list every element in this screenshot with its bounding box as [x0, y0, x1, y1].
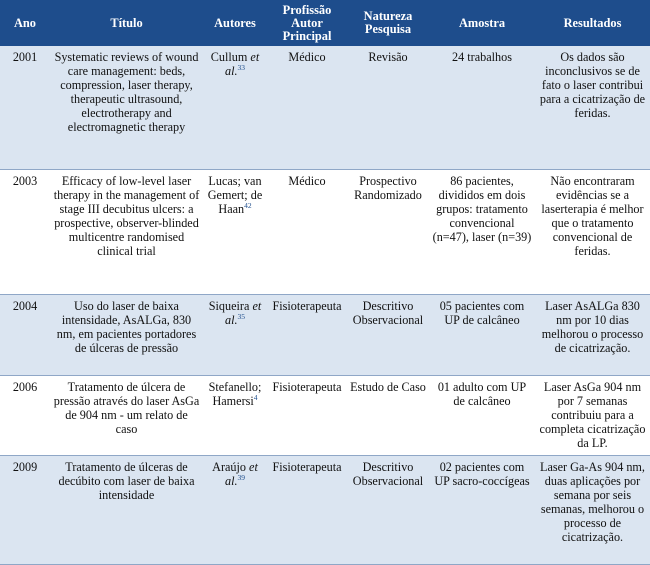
cell-amostra: 86 pacientes, divididos em dois grupos: tratamento convencional (n=47), laser (n=39)	[429, 169, 535, 294]
cell-profissao: Fisioterapeuta	[267, 294, 347, 375]
cell-autores: Lucas; van Gemert; de Haan$^{42}$	[203, 169, 267, 294]
cell-natureza: Prospectivo Randomizado	[347, 169, 429, 294]
reference-number: 4	[253, 392, 258, 402]
table-row	[0, 294, 650, 375]
cell-ano: 2001	[0, 46, 50, 169]
header-ano: Ano	[0, 0, 50, 46]
header-profissao: Profissão Autor Principal	[267, 0, 347, 46]
cell-profissao: Médico	[267, 46, 347, 169]
header-amostra: Amostra	[429, 0, 535, 46]
cell-autores: Siqueira et al.$^{35}$	[203, 294, 267, 375]
cell-profissao: Fisioterapeuta	[267, 455, 347, 564]
cell-titulo: Efficacy of low-level laser therapy in the management of stage III decubitus ulcers: a prospective, observer-blinded multicentre randomised clinical trial	[50, 169, 203, 294]
table-row	[0, 375, 650, 455]
cell-resultados: Laser AsGa 904 nm por 7 semanas contribuiu para a completa cicatrização da LP.	[535, 375, 650, 455]
reference-number: 35	[237, 311, 246, 321]
cell-titulo: Tratamento de úlceras de decúbito com laser de baixa intensidade	[50, 455, 203, 564]
header-natureza: Natureza Pesquisa	[347, 0, 429, 46]
cell-titulo: Tratamento de úlcera de pressão através do laser AsGa de 904 nm - um relato de caso	[50, 375, 203, 455]
cell-autores: Cullum et al.$^{33}$	[203, 46, 267, 169]
cell-autores: Araújo et al.$^{39}$	[203, 455, 267, 564]
reference-number: 39	[237, 472, 246, 482]
cell-ano: 2004	[0, 294, 50, 375]
cell-amostra: 01 adulto com UP de calcâneo	[429, 375, 535, 455]
cell-resultados: Laser Ga-As 904 nm, duas aplicações por semana por seis semanas, melhorou o processo de cicatrização.	[535, 455, 650, 564]
cell-resultados: Laser AsALGa 830 nm por 10 dias melhorou o processo de cicatrização.	[535, 294, 650, 375]
cell-resultados: Não encontraram evidências se a laserterapia é melhor que o tratamento convencional de feridas.	[535, 169, 650, 294]
cell-natureza: Descritivo Observacional	[347, 294, 429, 375]
header-resultados: Resultados	[535, 0, 650, 46]
cell-titulo: Uso do laser de baixa intensidade, AsALGa, 830 nm, em pacientes portadores de úlceras de pressão	[50, 294, 203, 375]
cell-ano: 2009	[0, 455, 50, 564]
header-titulo: Título	[50, 0, 203, 46]
table-row	[0, 46, 650, 169]
header-autores: Autores	[203, 0, 267, 46]
cell-titulo: Systematic reviews of wound care management: beds, compression, laser therapy, therapeutic ultrasound, electrotherapy and electromagnetic therapy	[50, 46, 203, 169]
cell-amostra: 24 trabalhos	[429, 46, 535, 169]
cell-natureza: Estudo de Caso	[347, 375, 429, 455]
cell-profissao: Fisioterapeuta	[267, 375, 347, 455]
cell-ano: 2003	[0, 169, 50, 294]
cell-natureza: Descritivo Observacional	[347, 455, 429, 564]
reference-number: 42	[244, 200, 252, 210]
cell-amostra: 05 pacientes com UP de calcâneo	[429, 294, 535, 375]
cell-resultados: Os dados são inconclusivos se de fato o laser contribui para a cicatrização de feridas.	[535, 46, 650, 169]
cell-natureza: Revisão	[347, 46, 429, 169]
cell-profissao: Médico	[267, 169, 347, 294]
table-row	[0, 455, 650, 564]
cell-ano: 2006	[0, 375, 50, 455]
cell-amostra: 02 pacientes com UP sacro-coccígeas	[429, 455, 535, 564]
header-row	[0, 0, 650, 46]
reference-number: 33	[237, 62, 246, 72]
table-row	[0, 169, 650, 294]
cell-autores: Stefanello; Hamersi$^4$	[203, 375, 267, 455]
